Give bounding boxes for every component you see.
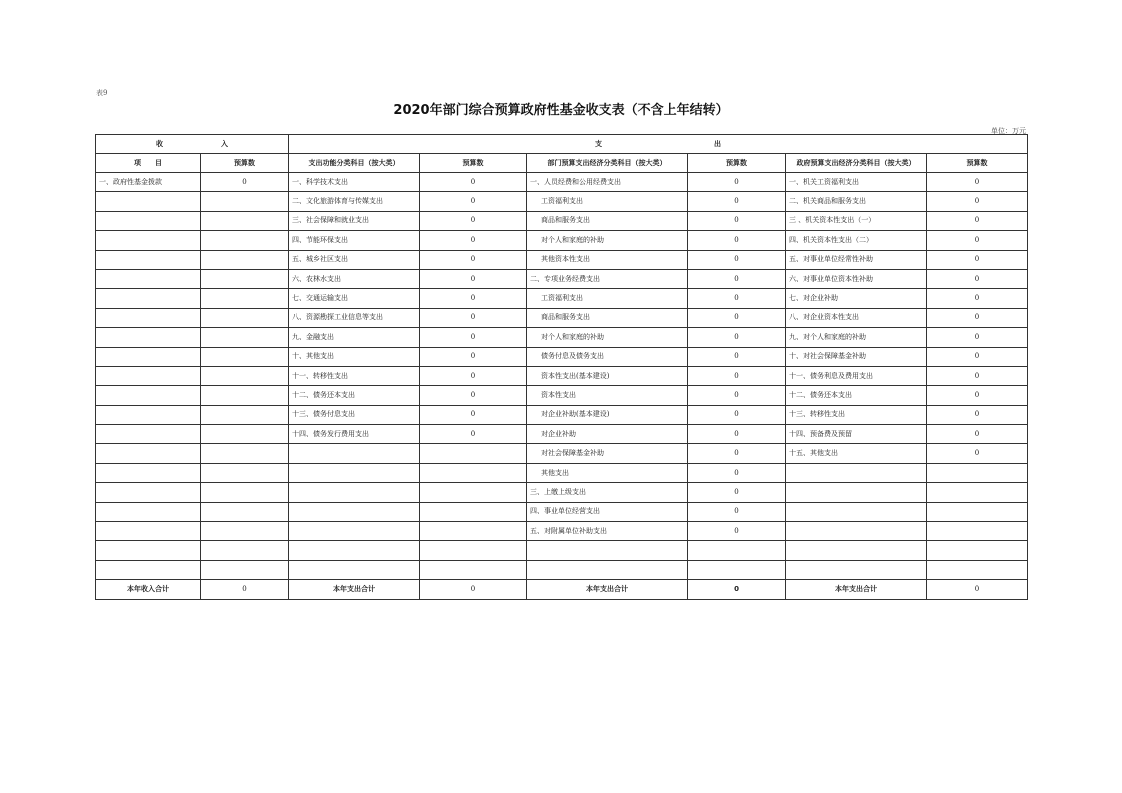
gov-econ-amount-cell: 0 xyxy=(927,211,1028,230)
function-amount-cell xyxy=(420,502,527,521)
table-row xyxy=(96,366,1028,385)
function-amount-cell xyxy=(420,444,527,463)
function-amount-cell: 0 xyxy=(420,173,527,192)
table-row xyxy=(96,250,1028,269)
dept-econ-amount-cell: 0 xyxy=(688,211,786,230)
gov-econ-amount-cell: 0 xyxy=(927,425,1028,444)
dept-econ-amount-cell: 0 xyxy=(688,269,786,288)
function-item-cell xyxy=(289,560,420,579)
dept-econ-item-cell: 四、事业单位经营支出 xyxy=(527,502,688,521)
col-header-budget: 预算数 xyxy=(201,154,289,173)
gov-econ-item-cell: 四、机关资本性支出（二） xyxy=(786,231,927,250)
gov-econ-amount-cell: 0 xyxy=(927,269,1028,288)
function-item-cell xyxy=(289,502,420,521)
gov-econ-item-cell: 十、对社会保障基金补助 xyxy=(786,347,927,366)
dept-econ-amount-cell: 0 xyxy=(688,483,786,502)
function-item-cell: 九、金融支出 xyxy=(289,328,420,347)
income-item-cell xyxy=(96,192,201,211)
income-amount-cell xyxy=(201,386,289,405)
table-row xyxy=(96,231,1028,250)
dept-econ-amount-cell: 0 xyxy=(688,308,786,327)
gov-econ-item-cell: 十二、债务还本支出 xyxy=(786,386,927,405)
table-row xyxy=(96,522,1028,541)
table-row xyxy=(96,192,1028,211)
income-item-cell xyxy=(96,541,201,560)
table-row xyxy=(96,328,1028,347)
income-amount-cell xyxy=(201,366,289,385)
income-amount-cell xyxy=(201,269,289,288)
total-amount-cell: 0 xyxy=(688,580,786,599)
col-header-budget: 预算数 xyxy=(688,154,786,173)
gov-econ-amount-cell: 0 xyxy=(927,308,1028,327)
income-item-cell xyxy=(96,347,201,366)
table-row xyxy=(96,425,1028,444)
income-amount-cell xyxy=(201,522,289,541)
income-char-2: 入 xyxy=(221,139,228,148)
table-row xyxy=(96,483,1028,502)
function-item-cell: 十四、债务发行费用支出 xyxy=(289,425,420,444)
gov-econ-item-cell: 十四、预备费及预留 xyxy=(786,425,927,444)
gov-econ-amount-cell: 0 xyxy=(927,289,1028,308)
function-item-cell: 四、节能环保支出 xyxy=(289,231,420,250)
income-amount-cell xyxy=(201,308,289,327)
dept-econ-item-cell: 对企业补助 xyxy=(527,425,688,444)
totals-row xyxy=(96,580,1028,599)
income-amount-cell xyxy=(201,289,289,308)
dept-econ-amount-cell: 0 xyxy=(688,425,786,444)
function-item-cell: 十一、转移性支出 xyxy=(289,366,420,385)
function-item-cell xyxy=(289,444,420,463)
income-amount-cell xyxy=(201,444,289,463)
col-header-dept-econ-class: 部门预算支出经济分类科目（按大类） xyxy=(527,154,688,173)
function-amount-cell: 0 xyxy=(420,386,527,405)
income-item-cell xyxy=(96,328,201,347)
gov-econ-item-cell xyxy=(786,483,927,502)
total-label-cell: 本年支出合计 xyxy=(786,580,927,599)
income-amount-cell xyxy=(201,192,289,211)
income-item-cell xyxy=(96,502,201,521)
income-amount-cell xyxy=(201,463,289,482)
income-amount-cell xyxy=(201,328,289,347)
dept-econ-amount-cell xyxy=(688,541,786,560)
dept-econ-amount-cell xyxy=(688,560,786,579)
dept-econ-item-cell: 资本性支出(基本建设) xyxy=(527,366,688,385)
function-item-cell: 二、文化旅游体育与传媒支出 xyxy=(289,192,420,211)
dept-econ-amount-cell: 0 xyxy=(688,289,786,308)
gov-econ-amount-cell: 0 xyxy=(927,173,1028,192)
function-amount-cell xyxy=(420,560,527,579)
function-amount-cell xyxy=(420,522,527,541)
function-amount-cell: 0 xyxy=(420,250,527,269)
income-item-cell xyxy=(96,366,201,385)
budget-table xyxy=(95,134,1028,600)
income-amount-cell xyxy=(201,405,289,424)
income-amount-cell xyxy=(201,250,289,269)
income-item-cell: 一、政府性基金拨款 xyxy=(96,173,201,192)
table-row xyxy=(96,444,1028,463)
table-row xyxy=(96,347,1028,366)
function-amount-cell xyxy=(420,463,527,482)
total-amount-cell: 0 xyxy=(420,580,527,599)
dept-econ-amount-cell: 0 xyxy=(688,231,786,250)
function-amount-cell xyxy=(420,483,527,502)
gov-econ-item-cell xyxy=(786,560,927,579)
income-item-cell xyxy=(96,405,201,424)
dept-econ-item-cell: 三、上缴上级支出 xyxy=(527,483,688,502)
col-header-budget: 预算数 xyxy=(420,154,527,173)
function-amount-cell: 0 xyxy=(420,269,527,288)
income-item-cell xyxy=(96,386,201,405)
dept-econ-item-cell: 工资福利支出 xyxy=(527,289,688,308)
dept-econ-item-cell: 对社会保障基金补助 xyxy=(527,444,688,463)
dept-econ-item-cell: 商品和服务支出 xyxy=(527,308,688,327)
document-title: 2020年部门综合预算政府性基金收支表（不含上年结转） xyxy=(393,103,729,118)
income-amount-cell: 0 xyxy=(201,173,289,192)
income-amount-cell xyxy=(201,425,289,444)
gov-econ-item-cell: 七、对企业补助 xyxy=(786,289,927,308)
function-item-cell xyxy=(289,483,420,502)
gov-econ-amount-cell: 0 xyxy=(927,444,1028,463)
gov-econ-item-cell xyxy=(786,502,927,521)
gov-econ-amount-cell: 0 xyxy=(927,386,1028,405)
income-item-cell xyxy=(96,463,201,482)
dept-econ-amount-cell: 0 xyxy=(688,328,786,347)
function-item-cell: 十、其他支出 xyxy=(289,347,420,366)
function-item-cell: 八、资源勘探工业信息等支出 xyxy=(289,308,420,327)
gov-econ-amount-cell: 0 xyxy=(927,231,1028,250)
dept-econ-amount-cell: 0 xyxy=(688,463,786,482)
income-amount-cell xyxy=(201,541,289,560)
expense-section-header xyxy=(289,135,1028,154)
function-item-cell xyxy=(289,522,420,541)
function-amount-cell: 0 xyxy=(420,405,527,424)
table-row xyxy=(96,405,1028,424)
function-item-cell: 六、农林水支出 xyxy=(289,269,420,288)
income-item-cell xyxy=(96,444,201,463)
dept-econ-item-cell: 对企业补助(基本建设) xyxy=(527,405,688,424)
gov-econ-item-cell xyxy=(786,541,927,560)
income-amount-cell xyxy=(201,502,289,521)
gov-econ-item-cell: 十五、其他支出 xyxy=(786,444,927,463)
gov-econ-amount-cell xyxy=(927,560,1028,579)
gov-econ-item-cell xyxy=(786,463,927,482)
function-item-cell: 十二、债务还本支出 xyxy=(289,386,420,405)
income-char-1: 收 xyxy=(156,139,163,148)
income-item-cell xyxy=(96,483,201,502)
gov-econ-amount-cell xyxy=(927,502,1028,521)
income-amount-cell xyxy=(201,347,289,366)
gov-econ-item-cell: 十三、转移性支出 xyxy=(786,405,927,424)
dept-econ-item-cell: 二、专项业务经费支出 xyxy=(527,269,688,288)
table-row xyxy=(96,308,1028,327)
income-item-cell xyxy=(96,560,201,579)
col-header-function-class: 支出功能分类科目（按大类） xyxy=(289,154,420,173)
function-amount-cell xyxy=(420,541,527,560)
function-amount-cell: 0 xyxy=(420,211,527,230)
gov-econ-item-cell: 五、对事业单位经常性补助 xyxy=(786,250,927,269)
dept-econ-amount-cell: 0 xyxy=(688,250,786,269)
function-item-cell: 五、城乡社区支出 xyxy=(289,250,420,269)
gov-econ-amount-cell xyxy=(927,463,1028,482)
function-item-cell: 一、科学技术支出 xyxy=(289,173,420,192)
dept-econ-item-cell: 对个人和家庭的补助 xyxy=(527,328,688,347)
gov-econ-item-cell: 二、机关商品和服务支出 xyxy=(786,192,927,211)
gov-econ-amount-cell: 0 xyxy=(927,366,1028,385)
dept-econ-amount-cell: 0 xyxy=(688,386,786,405)
dept-econ-item-cell: 五、对附属单位补助支出 xyxy=(527,522,688,541)
income-amount-cell xyxy=(201,231,289,250)
table-number-label: 表9 xyxy=(96,89,108,97)
table-row xyxy=(96,502,1028,521)
gov-econ-amount-cell: 0 xyxy=(927,405,1028,424)
gov-econ-amount-cell: 0 xyxy=(927,328,1028,347)
dept-econ-item-cell: 工资福利支出 xyxy=(527,192,688,211)
function-amount-cell: 0 xyxy=(420,231,527,250)
gov-econ-amount-cell: 0 xyxy=(927,250,1028,269)
total-label-cell: 本年支出合计 xyxy=(289,580,420,599)
dept-econ-item-cell: 商品和服务支出 xyxy=(527,211,688,230)
dept-econ-item-cell xyxy=(527,541,688,560)
income-item-cell xyxy=(96,522,201,541)
income-item-cell xyxy=(96,250,201,269)
income-amount-cell xyxy=(201,483,289,502)
expense-char-1: 支 xyxy=(595,139,603,148)
table-row xyxy=(96,289,1028,308)
column-header-row xyxy=(96,154,1028,173)
dept-econ-item-cell: 一、人员经费和公用经费支出 xyxy=(527,173,688,192)
dept-econ-amount-cell: 0 xyxy=(688,522,786,541)
function-amount-cell: 0 xyxy=(420,328,527,347)
total-amount-cell: 0 xyxy=(927,580,1028,599)
total-label-cell: 本年支出合计 xyxy=(527,580,688,599)
gov-econ-amount-cell xyxy=(927,522,1028,541)
col-header-gov-econ-class: 政府预算支出经济分类科目（按大类） xyxy=(786,154,927,173)
income-item-cell xyxy=(96,425,201,444)
dept-econ-amount-cell: 0 xyxy=(688,405,786,424)
dept-econ-amount-cell: 0 xyxy=(688,502,786,521)
gov-econ-item-cell: 三 、机关资本性支出（一） xyxy=(786,211,927,230)
gov-econ-item-cell: 九、对个人和家庭的补助 xyxy=(786,328,927,347)
dept-econ-amount-cell: 0 xyxy=(688,347,786,366)
gov-econ-amount-cell: 0 xyxy=(927,192,1028,211)
gov-econ-amount-cell xyxy=(927,541,1028,560)
gov-econ-item-cell: 一、机关工资福利支出 xyxy=(786,173,927,192)
col-header-budget: 预算数 xyxy=(927,154,1028,173)
table-row xyxy=(96,560,1028,579)
function-amount-cell: 0 xyxy=(420,192,527,211)
function-item-cell xyxy=(289,541,420,560)
gov-econ-item-cell xyxy=(786,522,927,541)
function-amount-cell: 0 xyxy=(420,289,527,308)
function-amount-cell: 0 xyxy=(420,308,527,327)
function-item-cell: 七、交通运输支出 xyxy=(289,289,420,308)
dept-econ-amount-cell: 0 xyxy=(688,366,786,385)
total-label-cell: 本年收入合计 xyxy=(96,580,201,599)
table-row xyxy=(96,173,1028,192)
table-row xyxy=(96,386,1028,405)
col-header-item: 项 目 xyxy=(96,154,201,173)
function-amount-cell: 0 xyxy=(420,347,527,366)
income-item-cell xyxy=(96,211,201,230)
unit-label: 单位：万元 xyxy=(991,127,1026,135)
function-amount-cell: 0 xyxy=(420,425,527,444)
total-amount-cell: 0 xyxy=(201,580,289,599)
dept-econ-item-cell: 资本性支出 xyxy=(527,386,688,405)
function-item-cell: 三、社会保障和就业支出 xyxy=(289,211,420,230)
dept-econ-item-cell: 债务付息及债务支出 xyxy=(527,347,688,366)
dept-econ-amount-cell: 0 xyxy=(688,173,786,192)
income-item-cell xyxy=(96,308,201,327)
income-item-cell xyxy=(96,269,201,288)
dept-econ-amount-cell: 0 xyxy=(688,192,786,211)
gov-econ-item-cell: 六、对事业单位资本性补助 xyxy=(786,269,927,288)
income-amount-cell xyxy=(201,560,289,579)
expense-char-2: 出 xyxy=(714,139,722,148)
section-header-row xyxy=(96,135,1028,154)
gov-econ-item-cell: 十一、债务利息及费用支出 xyxy=(786,366,927,385)
function-item-cell: 十三、债务付息支出 xyxy=(289,405,420,424)
dept-econ-item-cell: 其他资本性支出 xyxy=(527,250,688,269)
dept-econ-amount-cell: 0 xyxy=(688,444,786,463)
gov-econ-amount-cell: 0 xyxy=(927,347,1028,366)
dept-econ-item-cell xyxy=(527,560,688,579)
gov-econ-amount-cell xyxy=(927,483,1028,502)
table-row xyxy=(96,463,1028,482)
function-item-cell xyxy=(289,463,420,482)
table-row xyxy=(96,269,1028,288)
function-amount-cell: 0 xyxy=(420,366,527,385)
income-item-cell xyxy=(96,289,201,308)
dept-econ-item-cell: 对个人和家庭的补助 xyxy=(527,231,688,250)
gov-econ-item-cell: 八、对企业资本性支出 xyxy=(786,308,927,327)
income-item-cell xyxy=(96,231,201,250)
income-section-header xyxy=(96,135,289,154)
table-row xyxy=(96,211,1028,230)
table-row xyxy=(96,541,1028,560)
income-amount-cell xyxy=(201,211,289,230)
dept-econ-item-cell: 其他支出 xyxy=(527,463,688,482)
